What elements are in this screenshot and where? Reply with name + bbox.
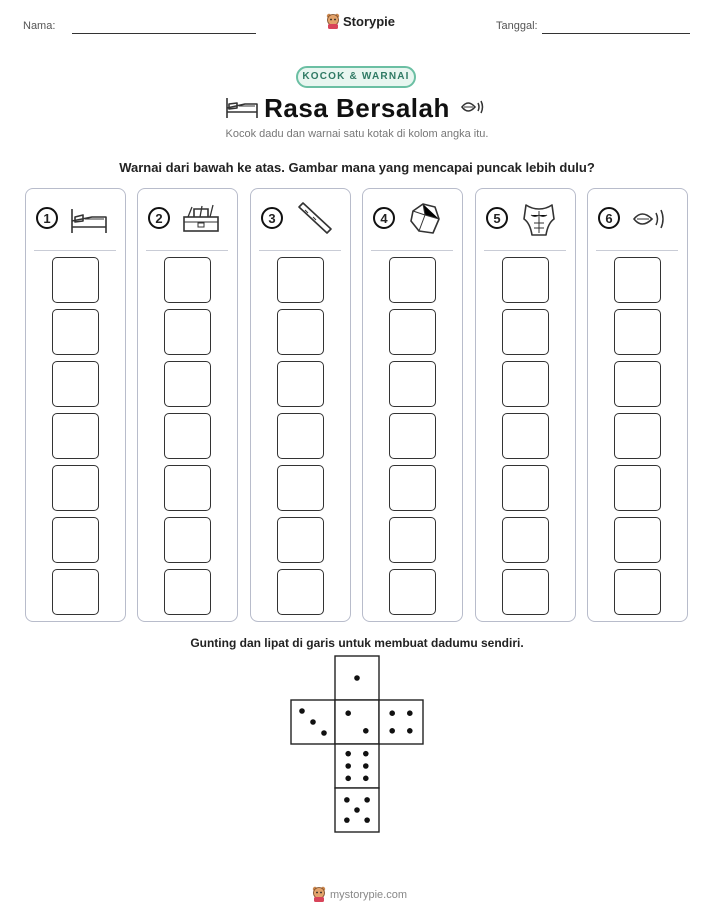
- coloring-instruction: Warnai dari bawah ke atas. Gambar mana yang mencapai puncak lebih dulu?: [119, 160, 595, 175]
- die-pip: [363, 728, 369, 734]
- die-pip: [344, 817, 350, 823]
- page-title: Rasa Bersalah: [264, 93, 450, 123]
- die-pip: [389, 728, 395, 734]
- column-number: 5: [486, 207, 508, 229]
- die-pip: [344, 797, 350, 803]
- column-number: 6: [598, 207, 620, 229]
- die-pip: [407, 710, 413, 716]
- die-pip: [364, 817, 370, 823]
- footer: [0, 886, 714, 906]
- die-face-5: [335, 788, 379, 832]
- die-face-4: [379, 700, 423, 744]
- footer-url: mystorypie.com: [330, 889, 408, 901]
- die-face-2: [335, 700, 379, 744]
- die-pip: [407, 728, 413, 734]
- column-number: 4: [373, 207, 395, 229]
- die-pip: [299, 708, 305, 714]
- die-pip: [363, 751, 369, 757]
- die-pip: [354, 675, 360, 681]
- die-pip: [354, 807, 360, 813]
- die-pip: [363, 776, 369, 782]
- brand-name: Storypie: [343, 13, 396, 29]
- die-pip: [345, 763, 351, 769]
- footer-mascot-icon: [312, 886, 326, 902]
- column-number: 1: [36, 207, 58, 229]
- die-pip: [363, 763, 369, 769]
- die-pip: [364, 797, 370, 803]
- die-pip: [310, 719, 316, 725]
- cut-instruction: Gunting dan lipat di garis untuk membuat dadumu sendiri.: [190, 636, 524, 650]
- column-number: 2: [148, 207, 170, 229]
- activity-badge: KOCOK & WARNAI: [296, 66, 416, 88]
- die-pip: [345, 710, 351, 716]
- page-subtitle: Kocok dadu dan warnai satu kotak di kolom angka itu.: [225, 128, 489, 140]
- die-pip: [345, 751, 351, 757]
- die-pip: [389, 710, 395, 716]
- name-label: Nama:: [23, 20, 56, 32]
- die-pip: [345, 776, 351, 782]
- column-number: 3: [261, 207, 283, 229]
- date-label: Tanggal:: [496, 20, 538, 32]
- die-face-1: [335, 656, 379, 700]
- die-pip: [321, 730, 327, 736]
- die-face-6: [335, 744, 379, 788]
- die-face-3: [291, 700, 335, 744]
